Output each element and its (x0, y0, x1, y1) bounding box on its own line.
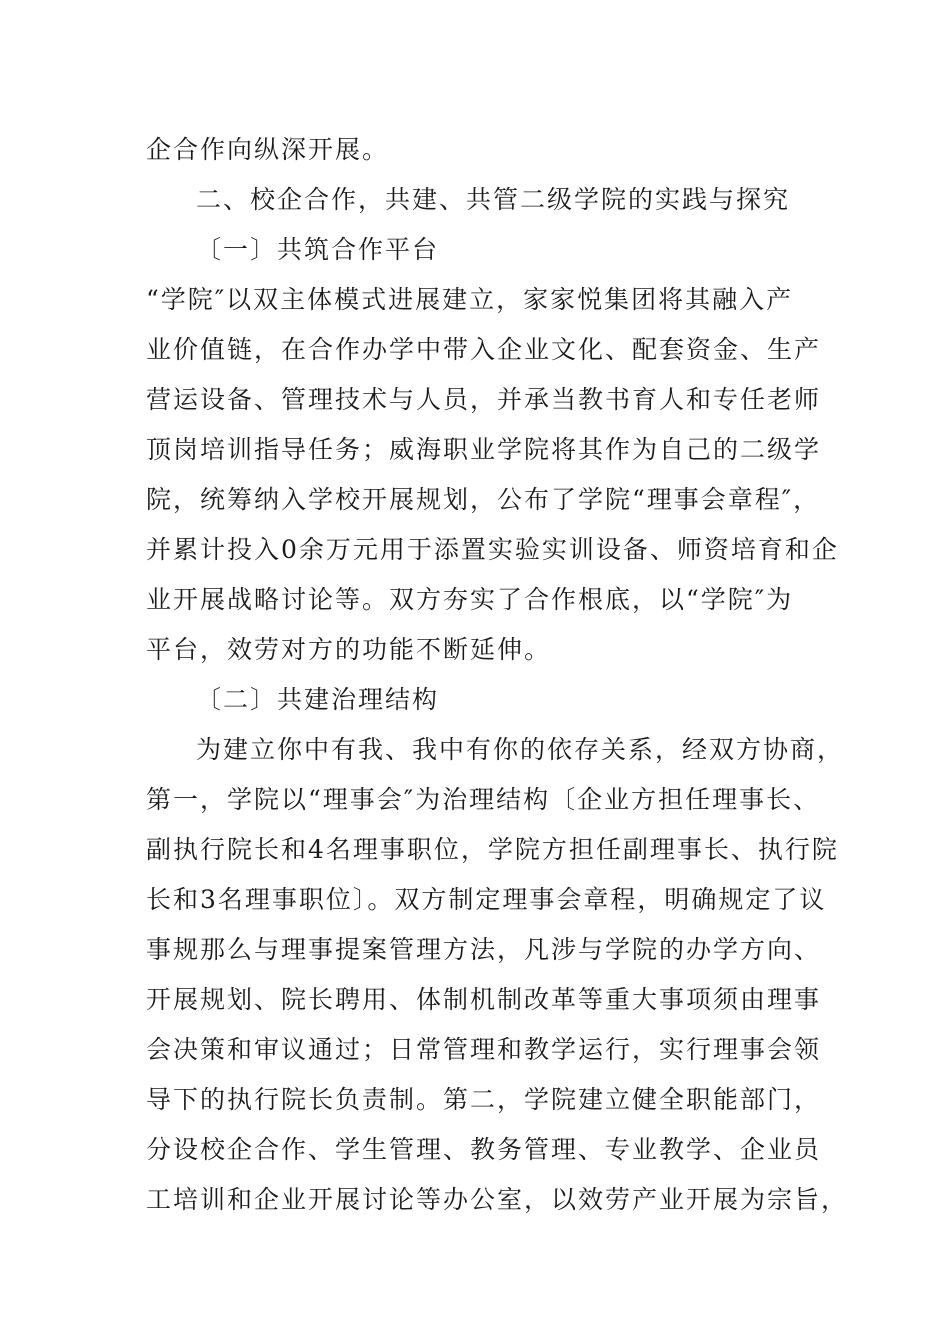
text-line-11: 平台，效劳对方的功能不断延伸。 (146, 635, 552, 664)
subsection-heading-2: 〔二〕共建治理结构 (196, 685, 440, 714)
text-line-5: 业价值链，在合作办学中带入企业文化、配套资金、生产 (146, 335, 822, 364)
section-heading-2: 二、校企合作，共建、共管二级学院的实践与探究 (196, 185, 791, 214)
text-line-16: 长和3名理事职位〕。双方制定理事会章程，明确规定了议 (146, 885, 827, 914)
subsection-heading-1: 〔一〕共筑合作平台 (196, 235, 440, 264)
text-line-4: “学院″以双主体模式进展建立，家家悦集团将其融入产 (146, 285, 794, 314)
text-line-21: 分设校企合作、学生管理、教务管理、专业教学、企业员 (146, 1135, 822, 1164)
text-line-13: 为建立你中有我、我中有你的依存关系，经双方协商， (196, 735, 845, 764)
text-line-15: 副执行院长和4名理事职位，学院方担任副理事长、执行院 (146, 835, 839, 864)
text-line-19: 会决策和审议通过；日常管理和教学运行，实行理事会领 (146, 1035, 822, 1064)
text-line-22: 工培训和企业开展讨论等办公室，以效劳产业开展为宗旨， (146, 1185, 849, 1214)
text-line-14: 第一，学院以“理事会″为治理结构〔企业方担任理事长、 (146, 785, 821, 814)
text-line-8: 院，统筹纳入学校开展规划，公布了学院“理事会章程″， (146, 485, 821, 514)
text-line-1: 企合作向纵深开展。 (146, 135, 390, 164)
text-line-17: 事规那么与理事提案管理方法，凡涉与学院的办学方向、 (146, 935, 822, 964)
text-line-9: 并累计投入0余万元用于添置实验实训设备、师资培育和企 (146, 535, 839, 564)
text-line-10: 业开展战略讨论等。双方夯实了合作根底，以“学院″为 (146, 585, 794, 614)
text-line-7: 顶岗培训指导任务；威海职业学院将其作为自己的二级学 (146, 435, 822, 464)
text-line-20: 导下的执行院长负责制。第二，学院建立健全职能部门， (146, 1085, 822, 1114)
text-line-18: 开展规划、院长聘用、体制机制改革等重大事项须由理事 (146, 985, 822, 1014)
text-line-6: 营运设备、管理技术与人员，并承当教书育人和专任老师 (146, 385, 822, 414)
